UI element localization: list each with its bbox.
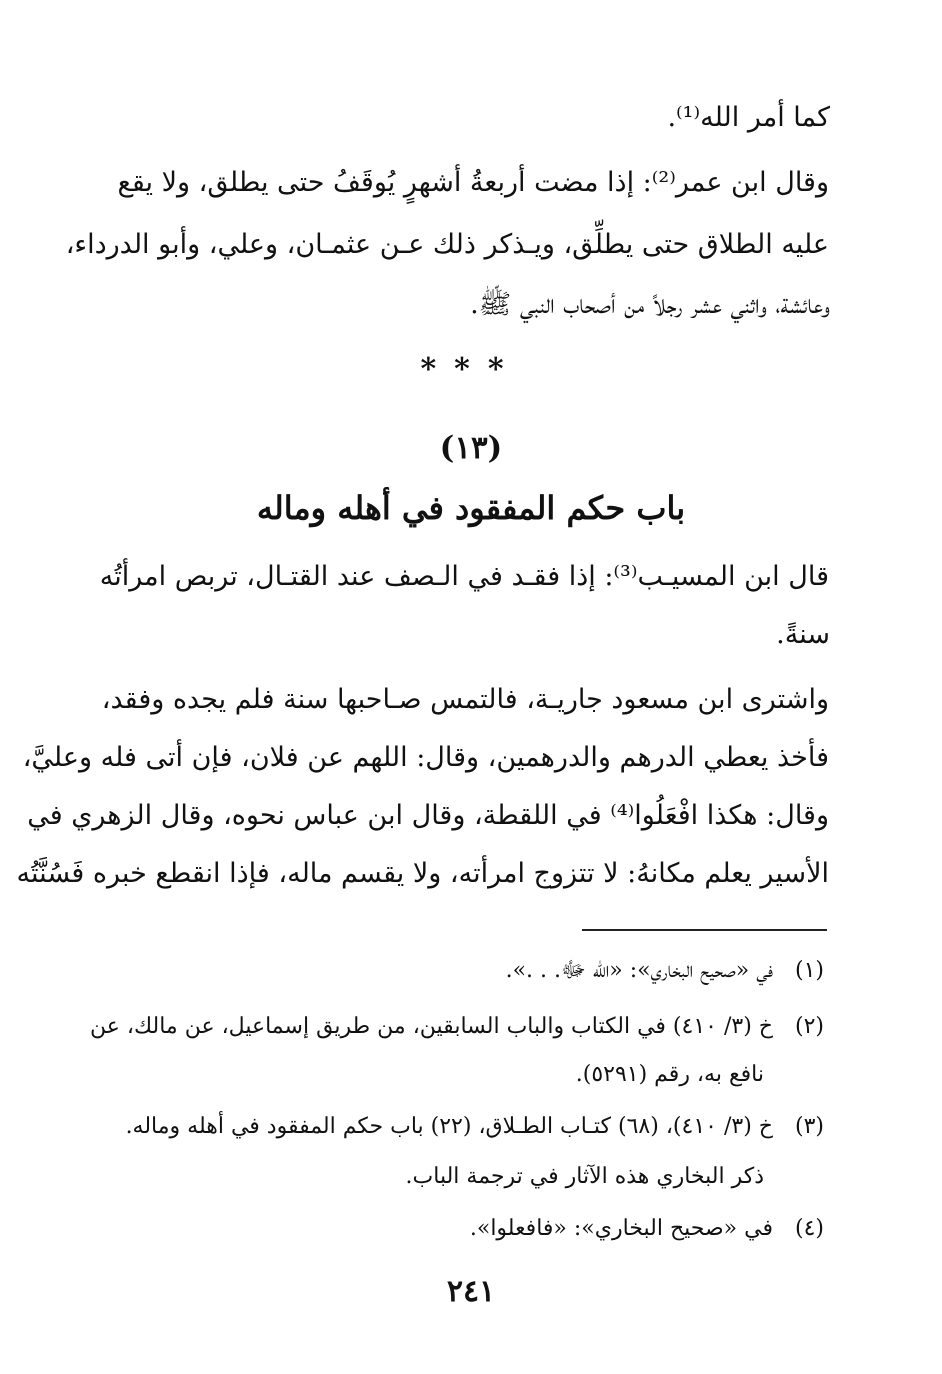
chapter-title: باب حكم المفقود في أهله وماله [256, 489, 686, 527]
chapter-number: (١٣) [439, 430, 503, 466]
body-line-8: فأخذ يعطي الدرهم والدرهمين، وقال: اللهم عن فلان، فإن أتى فله وعليَّ، [22, 742, 829, 773]
footnote-text: خ (٣/ ٤١٠)، (٦٨) كتـاب الطـلاق، (٢٢) باب حكم المفقود في أهله وماله. [125, 1114, 773, 1139]
footnote-3 [126, 1110, 824, 1144]
body-line-10: الأسير يعلم مكانهُ: لا تتزوج امرأته، ولا يقسم ماله، فإذا انقطع خبره فَسُنَّتُه [16, 858, 829, 889]
body-line-3: عليه الطلاق حتى يطلِّق، ويـذكر ذلك عـن عثمـان، وعلي، وأبو الدرداء، [65, 229, 829, 260]
footnote-text: في «صحيح البخاري»: «فافعلوا». [469, 1216, 773, 1241]
body-line-5: قال ابن المسيـب⁽³⁾: إذا فقـد في الـصف عند القتـال، تربص امرأتُه [99, 561, 829, 592]
footnote-3-continued: ذكر البخاري هذه الآثار في ترجمة الباب. [405, 1164, 764, 1189]
body-line-1: كما أمر الله⁽¹⁾. [667, 102, 830, 133]
footnote-number: (١) [794, 958, 824, 983]
footnote-4 [470, 1212, 824, 1246]
footnote-number: (٤) [794, 1216, 824, 1241]
footnote-2-continued: نافع به، رقم (٥٢٩١). [575, 1062, 764, 1087]
footnote-number: (٢) [794, 1014, 824, 1039]
footnote-text: في «صحيح البخاري»: «الله ﷻ. . .». [505, 958, 773, 983]
body-line-4: وعائشة، واثني عشر رجلاً من أصحاب النبي ﷺ. [470, 289, 830, 320]
footnote-divider [582, 929, 827, 931]
body-line-2: وقال ابن عمر⁽²⁾: إذا مضت أربعةُ أشهرٍ يُوقَفُ حتى يطلق، ولا يقع [117, 167, 829, 198]
body-line-9: وقال: هكذا افْعَلُوا⁽⁴⁾ في اللقطة، وقال ابن عباس نحوه، وقال الزهري في [27, 800, 829, 831]
footnote-number: (٣) [794, 1114, 824, 1139]
body-line-6: سنةً. [776, 619, 830, 650]
section-separator: *** [420, 352, 522, 387]
page-number: ٢٤١ [446, 1274, 496, 1309]
body-line-7: واشترى ابن مسعود جاريـة، فالتمس صـاحبها سنة فلم يجده وفقد، [101, 684, 829, 715]
footnote-1 [506, 954, 824, 988]
footnote-2 [90, 1010, 824, 1044]
footnote-text: خ (٣/ ٤١٠) في الكتاب والباب السابقين، من طريق إسماعيل، عن مالك، عن [90, 1014, 773, 1039]
